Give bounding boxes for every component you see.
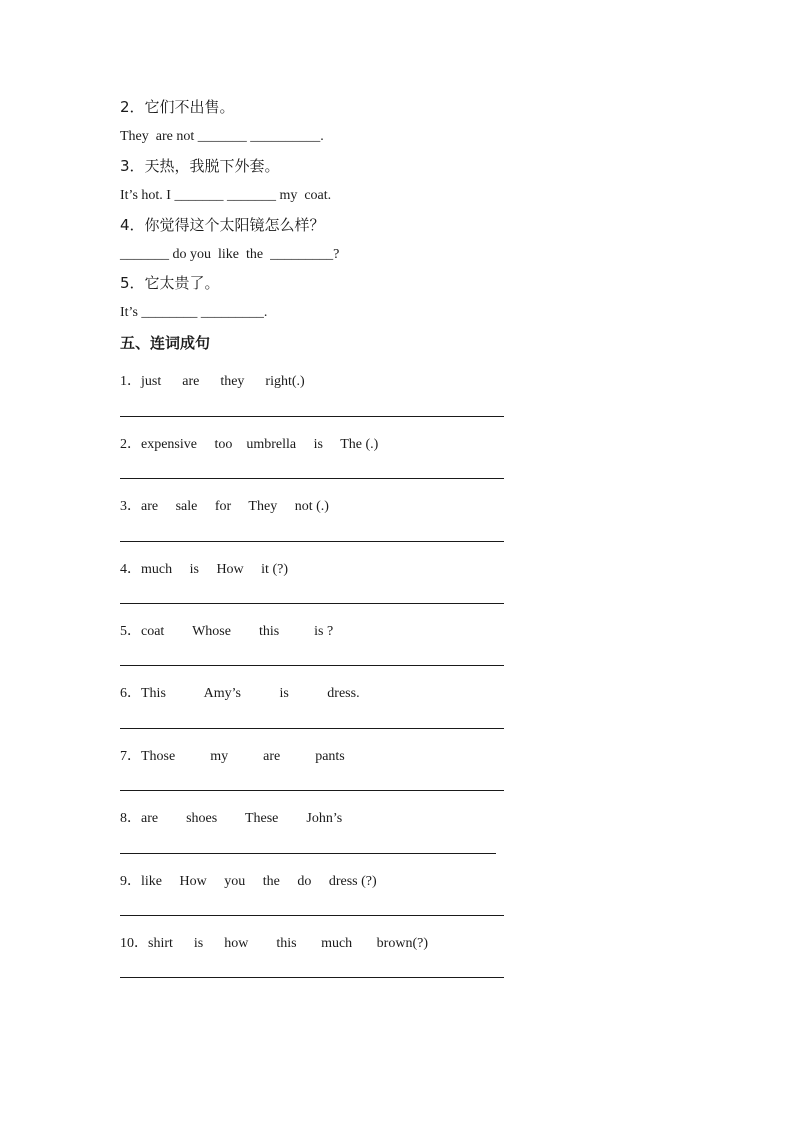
answer-line-3[interactable]	[120, 541, 504, 542]
word-order-item-2: 2．expensive too umbrella is The (.)	[120, 437, 379, 452]
word-order-item-8: 8．are shoes These John’s	[120, 811, 343, 826]
answer-line-10[interactable]	[120, 977, 504, 978]
word-order-item-5: 5．coat Whose this is ?	[120, 624, 334, 639]
translation-item-2-zh: 2．它们不出售。	[120, 98, 235, 116]
answer-line-1[interactable]	[120, 416, 504, 417]
word-order-item-4: 4．much is How it (?)	[120, 562, 288, 577]
word-order-item-1: 1．just are they right(.)	[120, 374, 305, 389]
word-order-item-3: 3．are sale for They not (.)	[120, 499, 329, 514]
translation-item-2-en: They are not _______ __________.	[120, 129, 324, 144]
translation-item-5-zh: 5．它太贵了。	[120, 274, 220, 292]
word-order-item-9: 9．like How you the do dress (?)	[120, 874, 377, 889]
answer-line-7[interactable]	[120, 790, 504, 791]
answer-line-9[interactable]	[120, 915, 504, 916]
translation-item-3-en: It’s hot. I _______ _______ my coat.	[120, 188, 332, 203]
answer-line-4[interactable]	[120, 603, 504, 604]
answer-line-6[interactable]	[120, 728, 504, 729]
word-order-item-10: 10．shirt is how this much brown(?)	[120, 936, 428, 951]
word-order-item-7: 7．Those my are pants	[120, 749, 345, 764]
answer-line-2[interactable]	[120, 478, 504, 479]
translation-item-4-zh: 4．你觉得这个太阳镜怎么样？	[120, 216, 325, 234]
translation-item-3-zh: 3．天热，我脱下外套。	[120, 157, 280, 175]
section-heading: 五、连词成句	[120, 334, 211, 352]
word-order-item-6: 6．This Amy’s is dress.	[120, 686, 360, 701]
translation-item-4-en: _______ do you like the _________?	[120, 247, 340, 262]
answer-line-8[interactable]	[120, 853, 496, 854]
answer-line-5[interactable]	[120, 665, 504, 666]
translation-item-5-en: It’s ________ _________.	[120, 305, 268, 320]
